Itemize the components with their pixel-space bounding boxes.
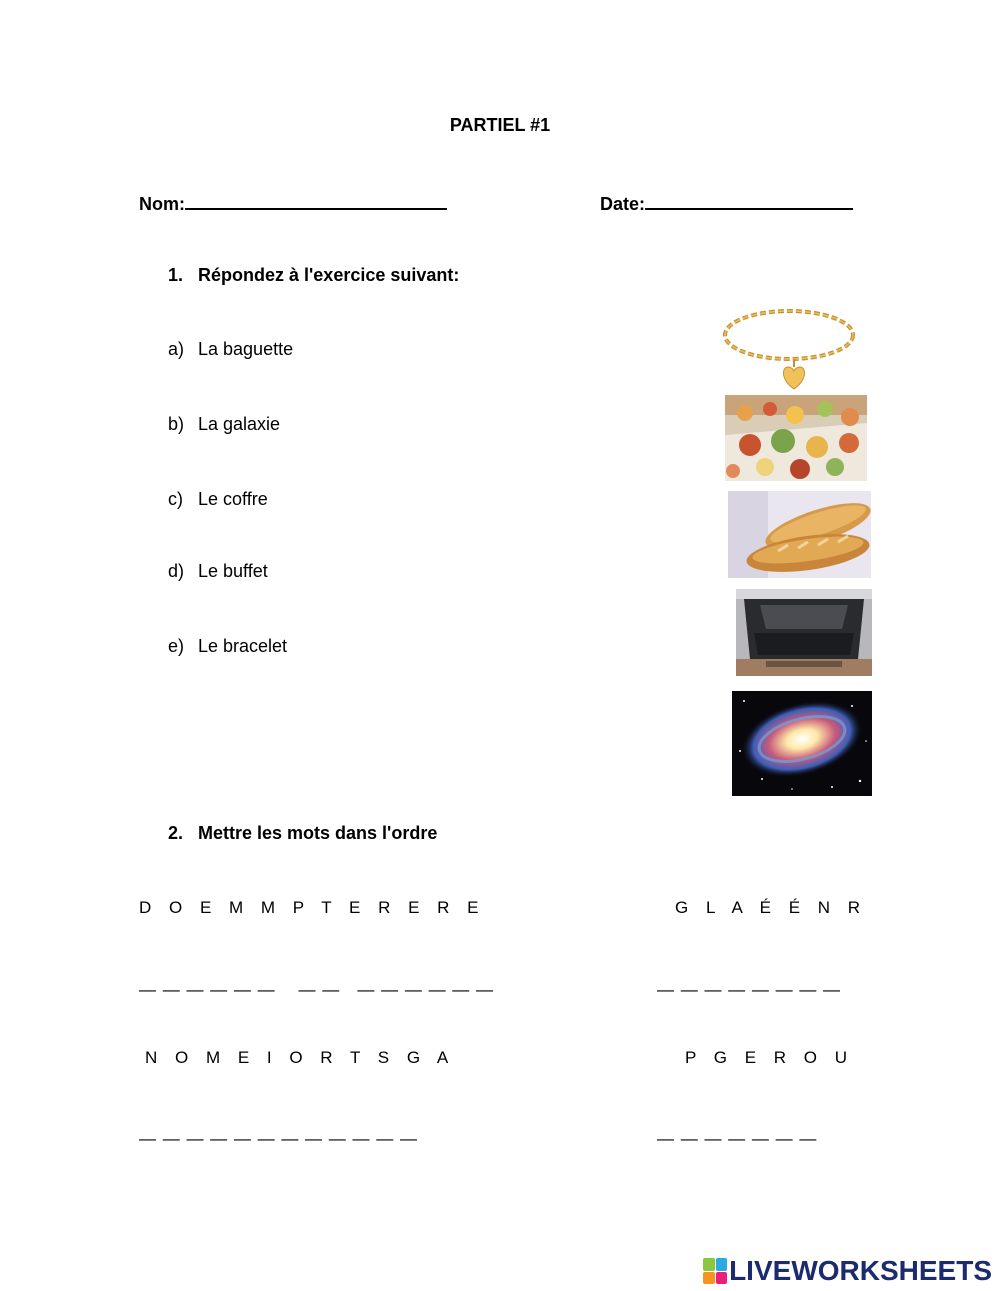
baguettes-image[interactable]	[728, 491, 871, 578]
logo-text: LIVEWORKSHEETS	[729, 1255, 992, 1286]
item-label: La galaxie	[198, 414, 281, 434]
name-field	[139, 190, 447, 215]
question-2-prompt: Mettre les mots dans l'ordre	[198, 823, 438, 843]
page-title: PARTIEL #1	[449, 115, 551, 135]
item-label: Le buffet	[198, 561, 268, 581]
name-blank-line[interactable]	[185, 190, 447, 210]
scrambled-word: N O M E I O R T S G A	[145, 1048, 455, 1067]
buffet-image[interactable]	[725, 395, 867, 481]
bracelet-image[interactable]	[718, 305, 860, 391]
date-label: Date:	[600, 194, 646, 214]
date-blank-line[interactable]	[645, 190, 853, 210]
question-2-heading	[168, 823, 437, 844]
scrambled-word: G L A É É N R	[675, 898, 867, 917]
galaxy-image[interactable]	[732, 691, 872, 796]
answer-blanks[interactable]: — — — — — — —	[657, 1129, 818, 1148]
list-item: e) Le bracelet	[168, 636, 288, 656]
list-item: a) La baguette	[168, 339, 294, 359]
answer-blanks[interactable]: — — — — — — — — — — — —	[139, 1129, 418, 1148]
liveworksheets-logo[interactable]	[703, 1255, 992, 1287]
scrambled-word: P G E R O U	[685, 1048, 854, 1067]
item-label: Le coffre	[198, 489, 268, 509]
scrambled-word: D O E M M P T E R E R E	[139, 898, 485, 917]
name-label: Nom:	[139, 194, 185, 214]
date-field	[600, 190, 853, 215]
answer-blanks[interactable]: — — — — — — — —	[657, 980, 842, 999]
list-item: b) La galaxie	[168, 414, 281, 434]
list-item: c) Le coffre	[168, 489, 268, 509]
item-label: La baguette	[198, 339, 294, 359]
question-1-prompt: Répondez à l'exercice suivant:	[198, 265, 460, 285]
question-1-heading	[168, 265, 459, 286]
logo-mark-icon	[703, 1258, 727, 1284]
answer-blanks[interactable]: — — — — — — — — — — — — — —	[139, 980, 495, 999]
item-label: Le bracelet	[198, 636, 288, 656]
list-item: d) Le buffet	[168, 561, 268, 581]
question-1-number: 1.	[168, 265, 184, 285]
question-2-number: 2.	[168, 823, 184, 843]
car-trunk-image[interactable]	[736, 589, 872, 676]
